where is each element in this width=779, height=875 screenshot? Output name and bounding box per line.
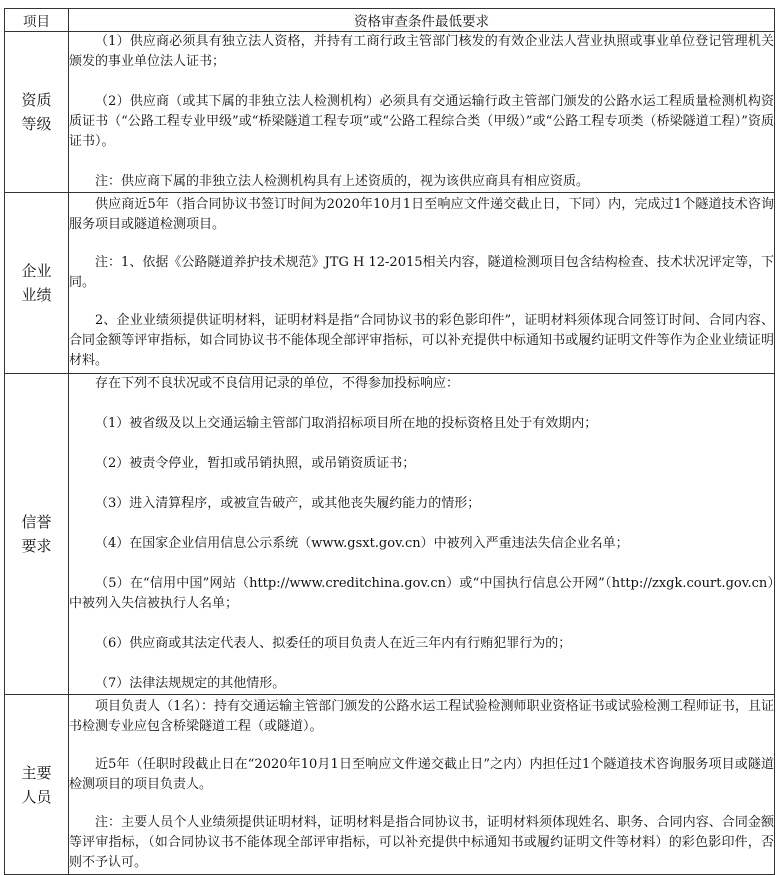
category-label-line2: 等级 bbox=[21, 115, 52, 133]
paragraph: 注：1、依据《公路隧道养护技术规范》JTG H 12-2015相关内容，隧道检测项目包含结构检查、技术状况评定等，下同。 bbox=[69, 255, 774, 290]
category-label-line1: 主要 bbox=[21, 763, 52, 782]
requirements-credit bbox=[69, 374, 775, 695]
category-label-line1: 企业 bbox=[21, 262, 52, 280]
paragraph: 供应商近5年（指合同协议书签订时间为2020年10月1日至响应文件递交截止日，下同）内，完成过1个隧道技术咨询服务项目或隧道检测项目。 bbox=[69, 197, 774, 232]
header-requirements: 资格审查条件最低要求 bbox=[69, 9, 775, 32]
paragraph: （1）供应商必须具有独立法人资格，并持有工商行政主管部门核发的有效企业法人营业执照或事业单位登记管理机关颁发的事业单位法人证书； bbox=[69, 34, 774, 69]
paragraph: （5）在“信用中国”网站（http://www.creditchina.gov.cn）或“中国执行信息公开网”（http://zxgk.court.gov.cn）中被列入失信被执行人名单； bbox=[69, 576, 774, 611]
paragraph: 注：主要人员个人业绩须提供证明材料，证明材料是指合同协议书，证明材料须体现姓名、职务、合同内容、合同金额等评审指标，（如合同协议书不能体现全部评审指标，可以补充提供中标通知书或履约证明文件等材料）的彩色影印件，否则不予认可。 bbox=[69, 814, 774, 870]
category-label-line2: 业绩 bbox=[21, 286, 52, 304]
category-personnel bbox=[5, 695, 69, 875]
paragraph: 存在下列不良状况或不良信用记录的单位，不得参加投标响应： bbox=[95, 376, 460, 391]
category-qualification bbox=[5, 32, 69, 193]
paragraph: 项目负责人（1名）：持有交通运输主管部门颁发的公路水运工程试验检测师职业资格证书或试验检测工程师证书，且证书检测专业应包含桥梁隧道工程（或隧道）。 bbox=[69, 698, 774, 734]
paragraph: 注：供应商下属的非独立法人检测机构具有上述资质的，视为该供应商具有相应资质。 bbox=[95, 174, 590, 189]
paragraph: 近5年（任职时段截止日在“2020年10月1日至响应文件递交截止日”之内）内担任过1个隧道技术咨询服务项目或隧道检测项目的项目负责人。 bbox=[69, 756, 774, 792]
row-credit bbox=[5, 374, 775, 695]
header-row bbox=[5, 9, 775, 32]
category-label-line2: 人员 bbox=[21, 787, 52, 806]
requirements-table bbox=[4, 8, 775, 875]
paragraph: （2）被责令停业，暂扣或吊销执照，或吊销资质证书； bbox=[95, 456, 416, 471]
category-label-line2: 要求 bbox=[21, 537, 52, 555]
paragraph: （2）供应商（或其下属的非独立法人检测机构）必须具有交通运输行政主管部门颁发的公路水运工程质量检测机构资质证书（“公路工程专业甲级”或“桥梁隧道工程专项”或“公路工程综合类（甲级）”或“公路工程专项类（桥梁隧道工程）”资质证书）。 bbox=[69, 94, 774, 149]
row-qualification bbox=[5, 32, 775, 193]
paragraph: （7）法律法规规定的其他情形。 bbox=[95, 676, 286, 691]
row-performance bbox=[5, 193, 775, 374]
paragraph: （6）供应商或其法定代表人、拟委任的项目负责人在近三年内有行贿犯罪行为的； bbox=[95, 636, 572, 651]
category-label-line1: 信誉 bbox=[21, 513, 52, 531]
category-label-line1: 资质 bbox=[21, 91, 52, 109]
paragraph: （4）在国家企业信用信息公示系统（www.gsxt.gov.cn）中被列入严重违法失信企业名单； bbox=[95, 536, 629, 551]
category-credit bbox=[5, 374, 69, 695]
paragraph: （1）被省级及以上交通运输主管部门取消招标项目所在地的投标资格且处于有效期内； bbox=[95, 416, 598, 431]
paragraph: 2、企业业绩须提供证明材料，证明材料是指“合同协议书的彩色影印件”，证明材料须体现合同签订时间、合同内容、合同金额等评审指标，如合同协议书不能体现全部评审指标，可以补充提供中标通知书或履约证明文件等作为企业业绩证明材料。 bbox=[69, 313, 774, 368]
row-personnel bbox=[5, 695, 775, 875]
paragraph: （3）进入清算程序，或被宣告破产，或其他丧失履约能力的情形； bbox=[95, 496, 481, 511]
category-performance bbox=[5, 193, 69, 374]
requirements-qualification bbox=[69, 32, 775, 193]
requirements-personnel bbox=[69, 695, 775, 875]
requirements-performance bbox=[69, 193, 775, 374]
header-item: 项目 bbox=[5, 9, 69, 32]
